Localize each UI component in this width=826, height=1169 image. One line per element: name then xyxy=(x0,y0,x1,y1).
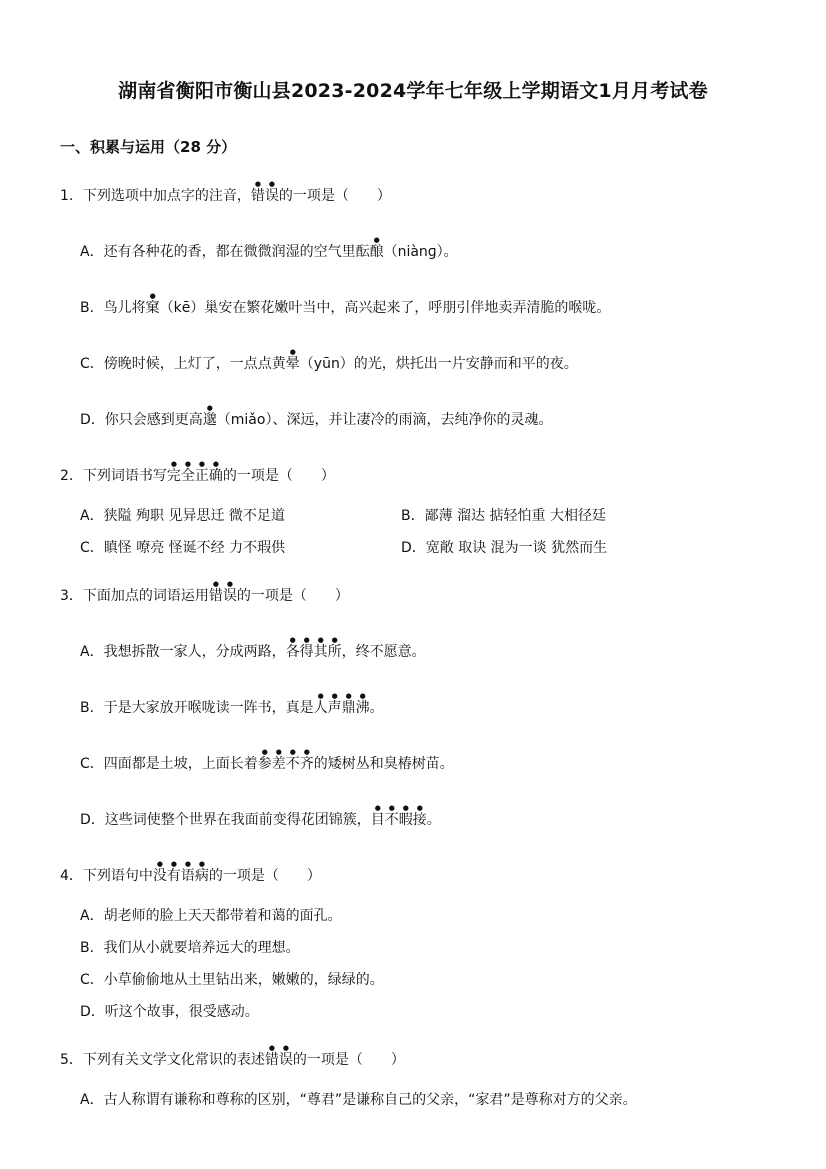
question-3-stem xyxy=(60,580,349,605)
q2-stem-post: 的一项是（ xyxy=(222,468,293,484)
q5-close: ） xyxy=(390,1052,405,1068)
q1-emphasis: 错误 xyxy=(250,188,279,204)
section-heading: 一、积累与运用（28 分） xyxy=(60,138,237,156)
question-1-stem xyxy=(60,180,391,205)
q3-c-post: 的矮树丛和臭椿树苗。 xyxy=(313,756,454,772)
q5-emphasis: 错误 xyxy=(264,1052,293,1068)
q3-b-dot: 人声鼎沸 xyxy=(313,700,370,716)
question-4-option-a: A．胡老师的脸上天天都带着和蔼的面孔。 xyxy=(80,908,342,924)
q3-stem-post: 的一项是（ xyxy=(236,588,307,604)
q4-close: ） xyxy=(306,868,321,884)
question-4-stem xyxy=(60,860,321,885)
q3-c-dot: 参差不齐 xyxy=(257,756,314,772)
q1-b-post: （kē）巢安在繁花嫩叶当中，高兴起来了，呼朋引伴地卖弄清脆的喉咙。 xyxy=(159,300,611,316)
q1-a-post: （niànɡ）。 xyxy=(383,244,458,260)
q1-close: ） xyxy=(376,188,391,204)
q3-d-dot: 目不暇接 xyxy=(370,812,427,828)
question-5-option-a: A．古人称谓有谦称和尊称的区别，“尊君”是谦称自己的父亲，“家君”是尊称对方的父亲。 xyxy=(80,1092,637,1108)
q4-emphasis: 没有语病 xyxy=(152,868,209,884)
q2-emphasis: 完全正确 xyxy=(166,468,223,484)
q1-a-pre: A．还有各种花的香，都在微微润湿的空气里酝 xyxy=(80,244,370,260)
q1-stem-pre: 1．下列选项中加点字的注音， xyxy=(60,188,251,204)
question-2-option-b: B．鄙薄 溜达 掂轻怕重 大相径廷 xyxy=(401,508,606,524)
q1-d-post: （miǎo）、深远，并让凄冷的雨滴，去纯净你的灵魂。 xyxy=(216,412,553,428)
question-2-option-a: A．狭隘 殉职 见异思迁 微不足道 xyxy=(80,508,285,524)
question-3-option-b xyxy=(80,692,384,717)
question-2-option-d: D．宽敞 取诀 混为一谈 犹然而生 xyxy=(401,540,608,556)
question-3-option-d xyxy=(80,804,441,829)
question-4-option-b: B．我们从小就要培养远大的理想。 xyxy=(80,940,300,956)
q1-stem-post: 的一项是（ xyxy=(278,188,349,204)
question-1-option-a xyxy=(80,236,458,261)
q3-a-post: ，终不愿意。 xyxy=(341,644,426,660)
question-5-stem xyxy=(60,1044,405,1069)
q4-stem-post: 的一项是（ xyxy=(208,868,279,884)
q2-stem-pre: 2．下列词语书写 xyxy=(60,468,167,484)
q1-d-dot: 邈 xyxy=(202,412,217,428)
q3-a-dot: 各得其所 xyxy=(285,644,342,660)
question-1-option-c xyxy=(80,348,578,373)
question-3-option-c xyxy=(80,748,454,773)
q1-b-dot: 窠 xyxy=(145,300,160,316)
q1-d-pre: D．你只会感到更高 xyxy=(80,412,203,428)
exam-title: 湖南省衡阳市衡山县2023-2024学年七年级上学期语文1月月考试卷 xyxy=(118,80,708,102)
question-2-stem xyxy=(60,460,335,485)
q1-a-dot: 酿 xyxy=(369,244,384,260)
q3-d-pre: D．这些词使整个世界在我面前变得花团锦簇， xyxy=(80,812,371,828)
q5-stem-post: 的一项是（ xyxy=(292,1052,363,1068)
question-2-option-c: C．瞋怪 嘹亮 怪诞不经 力不瑕供 xyxy=(80,540,286,556)
q1-c-dot: 晕 xyxy=(285,356,300,372)
question-4-option-d: D．听这个故事，很受感动。 xyxy=(80,1004,259,1020)
q3-stem-pre: 3．下面加点的词语运用 xyxy=(60,588,209,604)
q1-b-pre: B．鸟儿将 xyxy=(80,300,146,316)
q4-stem-pre: 4．下列语句中 xyxy=(60,868,153,884)
q3-emphasis: 错误 xyxy=(208,588,237,604)
question-4-option-c: C．小草偷偷地从土里钻出来，嫩嫩的，绿绿的。 xyxy=(80,972,384,988)
question-3-option-a xyxy=(80,636,426,661)
q3-d-post: 。 xyxy=(426,812,441,828)
q3-b-post: 。 xyxy=(369,700,384,716)
q2-close: ） xyxy=(320,468,335,484)
question-1-option-d xyxy=(80,404,552,429)
q1-c-pre: C．傍晚时候，上灯了，一点点黄 xyxy=(80,356,286,372)
q1-c-post: （yūn）的光，烘托出一片安静而和平的夜。 xyxy=(299,356,578,372)
q3-close: ） xyxy=(334,588,349,604)
q3-b-pre: B．于是大家放开喉咙读一阵书，真是 xyxy=(80,700,314,716)
question-1-option-b xyxy=(80,292,610,317)
q5-stem-pre: 5．下列有关文学文化常识的表述 xyxy=(60,1052,265,1068)
q3-c-pre: C．四面都是土坡，上面长着 xyxy=(80,756,258,772)
q3-a-pre: A．我想拆散一家人，分成两路， xyxy=(80,644,286,660)
